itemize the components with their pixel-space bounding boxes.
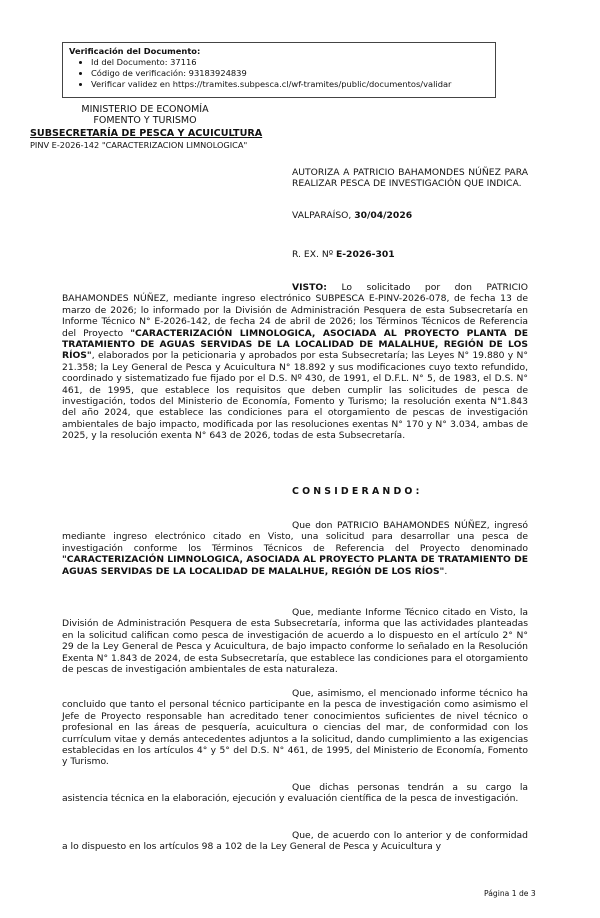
considerando-p1-text-b: . xyxy=(444,565,448,577)
considerando-p3 xyxy=(62,688,528,768)
considerando-p4-text: Que dichas personas tendrán a su cargo la asistencia técnica en la elaboración, ejecución y evaluación científica de la pesca de investigación. xyxy=(62,782,528,805)
resolution-number-value: E-2026-301 xyxy=(335,249,395,260)
page-number: Página 1 de 3 xyxy=(484,889,536,898)
visto-text-b: , elaborados por la peticionaria y aprobados por esta Subsecretaría; las Leyes N° 19.880 y N° 21.358; la Ley General de Pesca y Acuicultura N° 18.892 y sus modificaciones cuyo texto refundido, coordinado y sistematizado fue fijado por el D.S. Nº 430, de 1991, el D.F.L. N° 5, de 1983, el D.S. N° 461, de 1995, que establece los requisitos que deben cumplir las solicitudes de pesca de investigación, todos del Ministerio de Economía, Fomento y Turismo; la resolución exenta N°1.843 del año 2024, que establece las condiciones para el otorgamiento de pescas de investigación ambientales de bajo impacto, modificada por las resoluciones exentas N° 170 y N° 3.034, ambas de 2025, y la resolución exenta N° 643 de 2026, todas de esta Subsecretaría. xyxy=(62,350,528,442)
ministry-line1: MINISTERIO DE ECONOMÍA xyxy=(81,104,209,115)
resolution-number-label: R. EX. Nº xyxy=(292,249,334,260)
ministry-line2: FOMENTO Y TURISMO xyxy=(93,115,197,126)
considerando-p5-text: Que, de acuerdo con lo anterior y de conformidad a lo dispuesto en los artículos 98 a 102 de la Ley General de Pesca y Acuicultura y xyxy=(62,830,528,853)
visto-project: "CARACTERIZACIÓN LIMNOLOGICA, ASOCIADA AL PROYECTO PLANTA DE TRATAMIENTO DE AGUAS SERVIDAS DE LA LOCALIDAD DE MALALHUE, REGIÓN DE LOS RÍOS" xyxy=(62,327,528,362)
verification-list xyxy=(69,57,489,90)
verification-url[interactable]: • Verificar validez en https://tramites.subpesca.cl/wf-tramites/public/documentos/validar xyxy=(91,79,489,90)
verification-box xyxy=(62,42,496,98)
considerando-p1-text-a: Que don PATRICIO BAHAMONDES NÚÑEZ, ingresó mediante ingreso electrónico citado en Visto, una solicitud para desarrollar una pesca de investigación conforme los Términos Técnicos de Referencia del Proyecto denominado xyxy=(62,520,528,554)
considerando-p1-project: "CARACTERIZACIÓN LIMNOLOGICA, ASOCIADA AL PROYECTO PLANTA DE TRATAMIENTO DE AGUAS SERVIDAS DE LA LOCALIDAD DE MALALHUE, REGIÓN DE LOS RÍOS" xyxy=(62,554,528,577)
considerando-p4 xyxy=(62,782,528,805)
resolution-place: VALPARAÍSO, xyxy=(292,210,352,221)
resolution-date: 30/04/2026 xyxy=(354,210,413,221)
visto-label: VISTO: xyxy=(292,282,327,293)
resolution-subject: AUTORIZA A PATRICIO BAHAMONDES NÚÑEZ PARA REALIZAR PESCA DE INVESTIGACIÓN QUE INDICA. xyxy=(292,167,528,190)
verification-code: • Código de verificación: 93183924839 xyxy=(91,68,489,79)
visto-text-a: Lo solicitado por don PATRICIO BAHAMONDES NÚÑEZ, mediante ingreso electrónico SUBPESCA E-PINV-2026-078, de fecha 13 de marzo de 2026; lo informado por la División de Administración Pesquera de esta Subsecretaría en Informe Técnico N° E-2026-142, de fecha 24 de abril de 2026; los Términos Técnicos de Referencia del Proyecto xyxy=(62,282,529,339)
ministry-header xyxy=(40,104,250,126)
visto-paragraph xyxy=(62,282,528,442)
considerando-p2 xyxy=(62,607,528,675)
resolution-number xyxy=(292,249,528,260)
subsecretaria-title: SUBSECRETARÍA DE PESCA Y ACUICULTURA xyxy=(30,128,263,139)
pinv-reference: PINV E-2026-142 "CARACTERIZACION LIMNOLOGICA" xyxy=(30,140,248,150)
considerando-p3-text: Que, asimismo, el mencionado informe técnico ha concluido que tanto el personal técnico participante en la pesca de investigación como asimismo el Jefe de Proyecto responsable han acreditado tener conocimientos suficientes de nivel técnico o profesional en las áreas de pesquería, acuicultura o ciencias del mar, de conformidad con los currículum vitae y demás antecedentes adjuntos a la solicitud, dando cumplimiento a las exigencias establecidas en los artículos 4° y 5° del D.S. N° 461, de 1995, del Ministerio de Economía, Fomento y Turismo. xyxy=(62,688,528,768)
considerando-p2-text: Que, mediante Informe Técnico citado en Visto, la División de Administración Pesquera de esta Subsecretaría, informa que las actividades planteadas en la solicitud califican como pesca de investigación de acuerdo a lo dispuesto en el artículo 2° N° 29 de la Ley General de Pesca y Acuicultura, de bajo impacto conforme lo señalado en la Resolución Exenta N° 1.843 de 2024, de esta Subsecretaría, que establece las condiciones para el otorgamiento de pescas de investigación ambientales de esta naturaleza. xyxy=(62,607,528,676)
resolution-place-date xyxy=(292,210,528,221)
verification-title: Verificación del Documento: xyxy=(69,46,201,56)
considerando-p5 xyxy=(62,830,528,853)
verification-id: • Id del Documento: 37116 xyxy=(91,57,489,68)
considerando-heading: CONSIDERANDO: xyxy=(292,486,423,497)
considerando-p1 xyxy=(62,520,528,577)
